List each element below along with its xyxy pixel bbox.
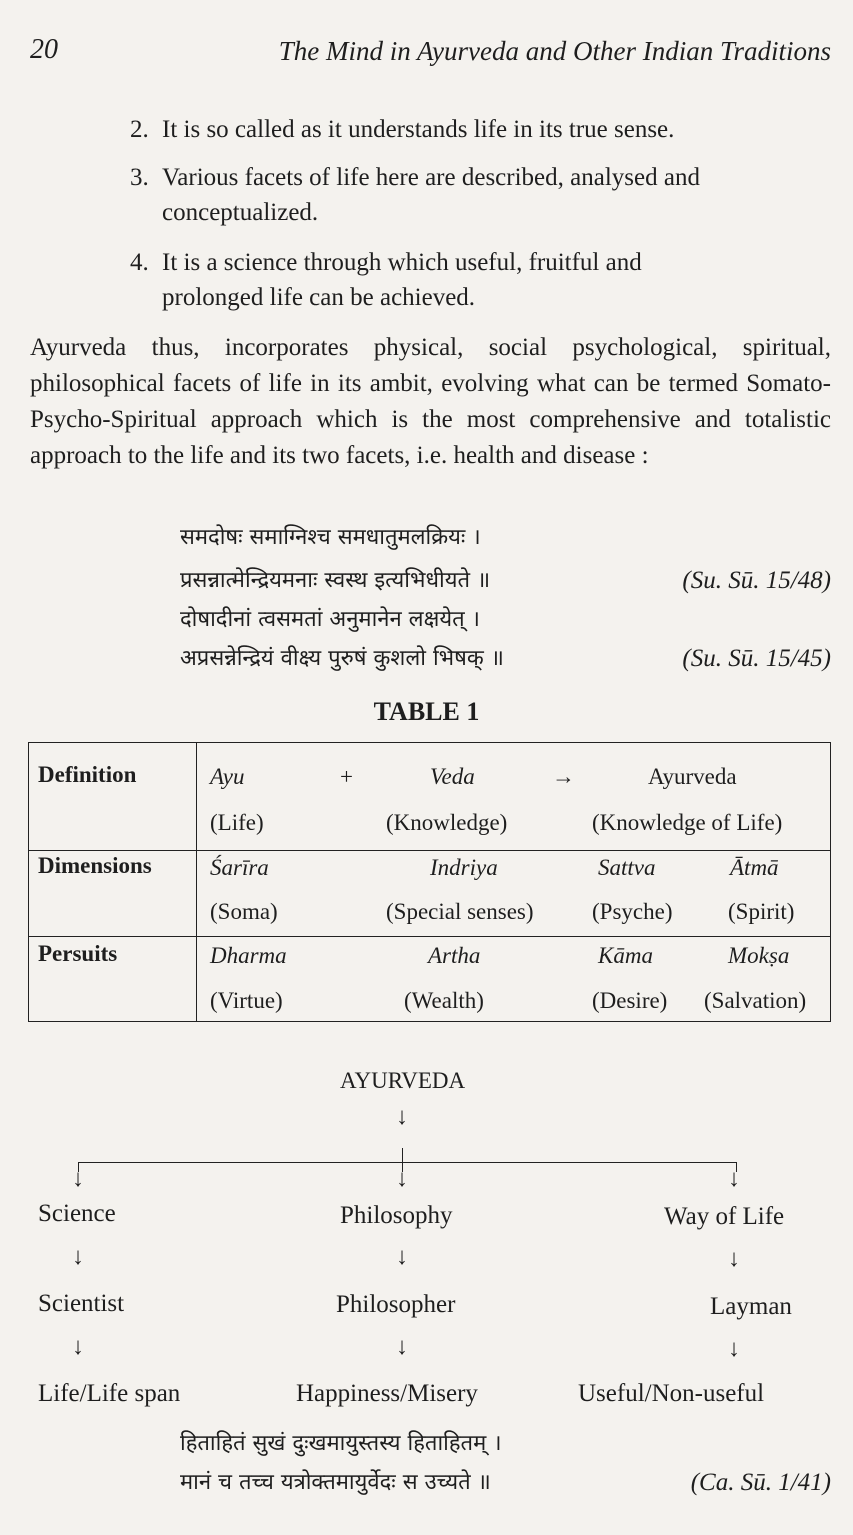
list-number: 2. [130, 116, 149, 143]
sanskrit-verse-line: दोषादीनां त्वसमतां अनुमानेन लक्षयेत् । [180, 607, 481, 632]
sanskrit-verse-line [180, 641, 831, 677]
list-item [130, 245, 831, 315]
table-row-header: Persuits [38, 941, 118, 966]
verse-reference: (Su. Sū. 15/48) [682, 567, 831, 594]
table-row-divider [28, 936, 831, 937]
table-column-divider [196, 742, 197, 1022]
table-cell: (Virtue) [210, 988, 283, 1013]
flowchart-node: Useful/Non-useful [578, 1380, 765, 1407]
verse-reference: (Ca. Sū. 1/41) [690, 1469, 831, 1496]
table-cell: Sattva [598, 855, 656, 880]
branch-tick [78, 1162, 79, 1172]
table-cell: Ayu [210, 764, 245, 789]
table-cell: Kāma [598, 943, 653, 968]
list-number: 3. [130, 164, 149, 191]
sanskrit-verse-line: हिताहितं सुखं दुःखमायुस्तस्य हिताहितम् । [180, 1431, 502, 1456]
table-cell: Ayurveda [648, 764, 737, 789]
table-cell: Śarīra [210, 855, 269, 880]
table-cell: (Special senses) [386, 899, 534, 924]
table-row-header: Dimensions [38, 853, 152, 878]
list-item [130, 160, 831, 230]
flowchart-node: Philosopher [336, 1291, 456, 1318]
branch-tick [736, 1162, 737, 1172]
table-cell: Indriya [430, 855, 498, 880]
body-paragraph: Ayurveda thus, incorporates physical, social psychological, spiritual, philosophical facets of life in its ambit, evolving what can be termed Somato-Psycho-Spiritual approach which is the most comprehensive and totalistic approach to the life and its two facets, i.e. health and disease : [30, 334, 831, 469]
branch-tick [402, 1148, 403, 1172]
list-number: 4. [130, 249, 149, 276]
table-cell: Dharma [210, 943, 287, 968]
list-text: It is a science through which useful, fruitful and [162, 249, 642, 276]
down-arrow-icon: ↓ [396, 1244, 408, 1270]
down-arrow-icon: ↓ [396, 1166, 408, 1192]
page-number: 20 [30, 34, 58, 65]
down-arrow-icon: ↓ [396, 1104, 408, 1130]
flowchart-node: Philosophy [340, 1202, 453, 1229]
table-row-header: Definition [38, 762, 137, 787]
verse-text: मानं च तच्च यत्रोक्तमायुर्वेदः स उच्यते ॥ [180, 1470, 491, 1495]
table-cell: → [552, 764, 575, 789]
table-cell: (Psyche) [592, 899, 673, 924]
table-row-divider [28, 850, 831, 851]
table-cell: (Spirit) [728, 899, 795, 924]
table-cell: (Soma) [210, 899, 278, 924]
down-arrow-icon: ↓ [396, 1334, 408, 1360]
table-cell: + [340, 764, 353, 789]
flowchart-node: Happiness/Misery [296, 1380, 478, 1407]
branch-connector-line [78, 1162, 736, 1163]
flowchart-root: AYURVEDA [340, 1068, 466, 1093]
flowchart-node: Layman [710, 1293, 792, 1320]
table-cell: Ātmā [730, 855, 779, 880]
flowchart-node: Way of Life [664, 1203, 785, 1230]
sanskrit-verse-line [180, 1465, 831, 1501]
sanskrit-verse-line: समदोषः समाग्निश्च समधातुमलक्रियः । [180, 525, 481, 550]
down-arrow-icon: ↓ [72, 1166, 84, 1192]
table-cell: (Salvation) [704, 988, 807, 1013]
table-cell: Mokṣa [728, 943, 790, 968]
down-arrow-icon: ↓ [72, 1244, 84, 1270]
verse-text: अप्रसन्नेन्द्रियं वीक्ष्य पुरुषं कुशलो भिषक् ॥ [180, 646, 504, 671]
verse-reference: (Su. Sū. 15/45) [682, 645, 831, 672]
down-arrow-icon: ↓ [72, 1334, 84, 1360]
table-cell: (Knowledge) [386, 810, 508, 835]
table-cell: Veda [430, 764, 475, 789]
down-arrow-icon: ↓ [728, 1166, 740, 1192]
flowchart-node: Scientist [38, 1290, 125, 1317]
table-cell: (Knowledge of Life) [592, 810, 783, 835]
flowchart-node: Science [38, 1200, 116, 1227]
table-cell: Artha [428, 943, 481, 968]
down-arrow-icon: ↓ [728, 1336, 740, 1362]
list-item [130, 112, 831, 147]
running-title: The Mind in Ayurveda and Other Indian Traditions [278, 36, 831, 66]
flowchart-node: Life/Life span [38, 1380, 181, 1407]
verse-text: प्रसन्नात्मेन्द्रियमनाः स्वस्थ इत्यभिधीयते ॥ [180, 568, 491, 593]
list-text: Various facets of life here are described, analysed and [162, 164, 700, 191]
list-text: It is so called as it understands life in its true sense. [162, 116, 675, 143]
down-arrow-icon: ↓ [728, 1246, 740, 1272]
table-title: TABLE 1 [373, 697, 480, 726]
table-cell: (Wealth) [404, 988, 484, 1013]
table-cell: (Life) [210, 810, 264, 835]
table-cell: (Desire) [592, 988, 668, 1013]
list-text-continued: conceptualized. [162, 199, 319, 226]
sanskrit-verse-line [180, 563, 831, 599]
list-text-continued: prolonged life can be achieved. [162, 284, 476, 311]
